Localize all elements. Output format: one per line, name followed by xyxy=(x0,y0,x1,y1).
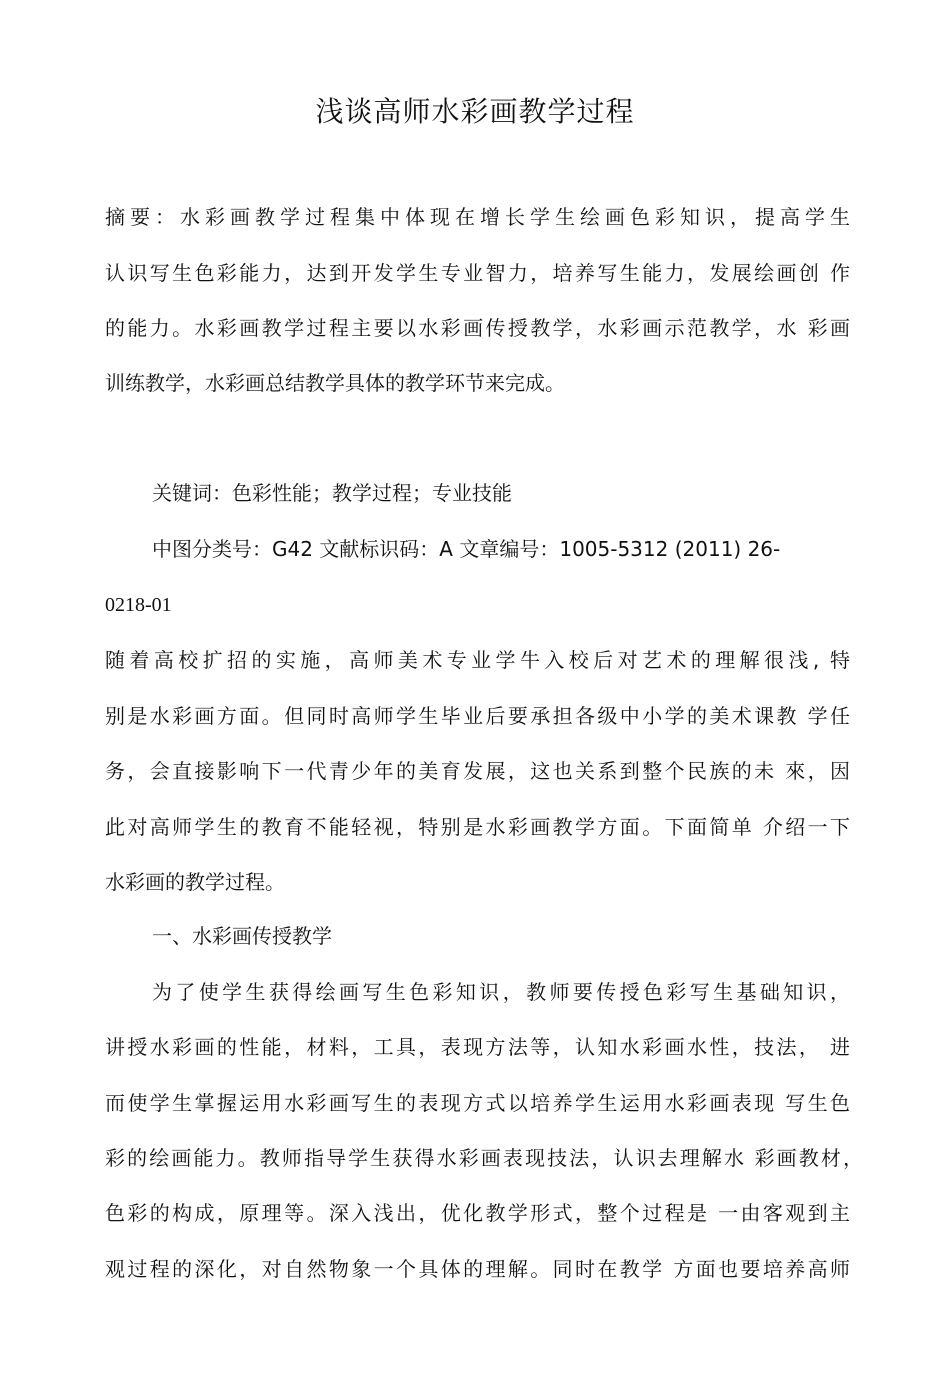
abstract-line: 认识写生色彩能力，达到开发学生专业智力，培养写生能力，发展绘画创 作 xyxy=(105,261,850,285)
abstract-line: 的能力。水彩画教学过程主要以水彩画传授教学，水彩画示范教学，水 彩画 xyxy=(105,316,850,340)
section-line: 而使学生掌握运用水彩画写生的表现方式以培养学生运用水彩画表现 写生色 xyxy=(105,1091,850,1115)
section-heading: 一、水彩画传授教学 xyxy=(152,924,332,948)
document-title: 浅谈高师水彩画教学过程 xyxy=(315,95,635,128)
intro-line: 此对高师学生的教育不能轻视，特别是水彩画教学方面。下面简单 介绍一下 xyxy=(105,815,850,839)
classification-line: 中图分类号：G42 文献标识码：A 文章编号：1005-5312 (2011) 26- xyxy=(152,537,781,561)
keywords-line: 关键词：色彩性能；教学过程；专业技能 xyxy=(152,481,512,505)
intro-line: 随着高校扩招的实施，高师美术专业学牛入校后对艺术的理解很浅, 特 xyxy=(105,648,850,672)
abstract-line: 摘要：水彩画教学过程集中体现在增长学生绘画色彩知识，提高学生 xyxy=(105,205,850,229)
intro-line: 务，会直接影响下一代青少年的美育发展，这也关系到整个民族的未 來，因 xyxy=(105,759,850,783)
intro-line: 水彩画的教学过程。 xyxy=(105,870,285,894)
section-line: 色彩的构成，原理等。深入浅出，优化教学形式，整个过程是 一由客观到主 xyxy=(105,1201,850,1225)
intro-line: 别是水彩画方面。但同时高师学生毕业后要承担各级中小学的美术课教 学任 xyxy=(105,704,850,728)
section-line: 观过程的深化，对自然物象一个具体的理解。同时在教学 方面也要培养高师 xyxy=(105,1257,850,1281)
section-line: 为了使学生获得绘画写生色彩知识，教师要传授色彩写生基础知识， xyxy=(152,980,850,1004)
classification-line-continued: 0218-01 xyxy=(105,594,172,616)
section-line: 讲授水彩画的性能，材料，工具，表现方法等，认知水彩画水性，技法， 进 xyxy=(105,1035,850,1059)
section-line: 彩的绘画能力。教师指导学生获得水彩画表现技法，认识去理解水 彩画教材， xyxy=(105,1146,863,1170)
abstract-line: 训练教学，水彩画总结教学具体的教学环节来完成。 xyxy=(105,371,565,395)
